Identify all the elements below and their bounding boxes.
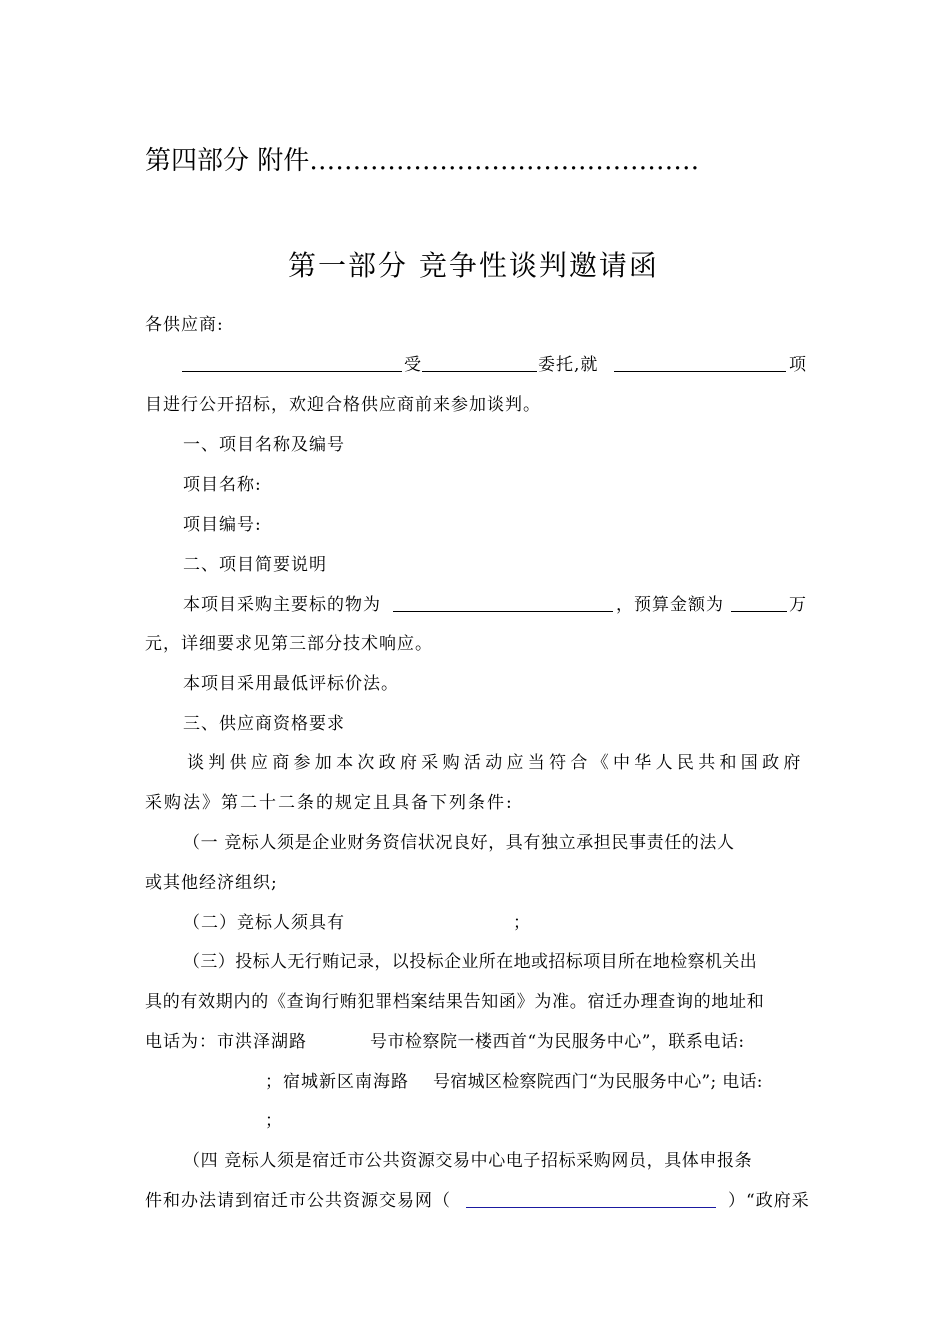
s3-c3d1: ；宿城新区南海路 — [265, 1072, 409, 1092]
s3-heading: 三、供应商资格要求 — [183, 714, 345, 734]
salutation: 各供应商: — [145, 315, 224, 335]
blank-website-link[interactable] — [466, 1207, 716, 1208]
s2-line1b: ，预算金额为 — [616, 595, 724, 615]
intro-shou: 受 — [404, 355, 422, 375]
s1-number: 项目编号: — [183, 515, 262, 535]
s3-c4b1: 件和办法请到宿迁市公共资源交易网（ — [145, 1191, 451, 1211]
s3-intro2: 采购法》第二十二条的规定且具备下列条件: — [145, 793, 514, 813]
blank-budget — [731, 611, 787, 612]
s3-c3b: 具的有效期内的《查询行贿犯罪档案结果告知函》为准。宿迁办理查询的地址和 — [145, 992, 765, 1012]
s3-intro1: 谈判供应商参加本次政府采购活动应当符合《中华人民共和国政府 — [187, 753, 805, 773]
blank-agency — [182, 371, 402, 372]
blank-client — [422, 371, 537, 372]
blank-project — [614, 371, 786, 372]
s3-c3c2: 号市检察院一楼西首“为民服务中心”，联系电话: — [370, 1032, 745, 1052]
s3-c4b2: ）“政府采 — [728, 1191, 810, 1211]
intro-line2: 目进行公开招标，欢迎合格供应商前来参加谈判。 — [145, 395, 541, 415]
s3-c3e: ； — [265, 1111, 283, 1131]
s3-c1a: （一 竞标人须是企业财务资信状况良好，具有独立承担民事责任的法人 — [183, 833, 735, 853]
s3-c3c1: 电话为：市洪泽湖路 — [145, 1032, 307, 1052]
s1-name: 项目名称: — [183, 475, 262, 495]
s2-line1c: 万 — [789, 595, 807, 615]
intro-weituo: 委托,就 — [538, 355, 599, 375]
toc-leader-dots: ……………………………………… — [309, 146, 700, 176]
s2-heading: 二、项目简要说明 — [183, 555, 327, 575]
s2-line1a: 本项目采购主要标的物为 — [183, 595, 381, 615]
s2-line2: 元，详细要求见第三部分技术响应。 — [145, 634, 433, 654]
s2-line3: 本项目采用最低评标价法。 — [183, 674, 399, 694]
s3-c4a: （四 竞标人须是宿迁市公共资源交易中心电子招标采购网员，具体申报条 — [183, 1151, 753, 1171]
s1-heading: 一、项目名称及编号 — [183, 435, 345, 455]
s3-c3d2: 号宿城区检察院西门“为民服务中心”; 电话: — [433, 1072, 763, 1092]
s3-c2a: （二）竞标人须具有 — [183, 913, 345, 933]
section-title: 第一部分 竞争性谈判邀请函 — [288, 249, 659, 282]
blank-subject — [393, 611, 613, 612]
intro-xiang: 项 — [789, 355, 807, 375]
toc-line — [145, 140, 699, 177]
toc-label: 第四部分 附件 — [145, 146, 310, 176]
s3-c2b: ； — [513, 913, 531, 933]
s3-c1b: 或其他经济组织; — [145, 873, 278, 893]
s3-c3a: （三）投标人无行贿记录，以投标企业所在地或招标项目所在地检察机关出 — [183, 952, 758, 972]
